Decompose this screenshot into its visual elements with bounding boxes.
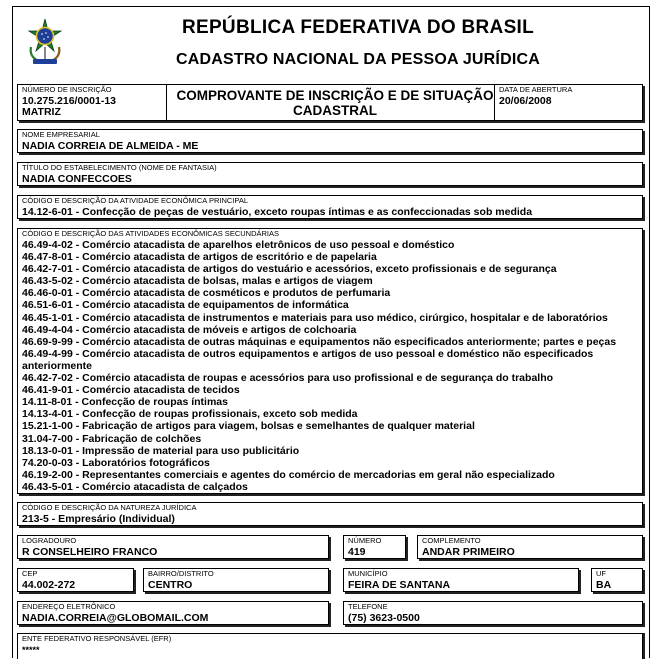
secondary-activity-line: 46.19-2-00 - Representantes comerciais e agentes do comércio de mercadorias em geral não especializado [22, 468, 555, 481]
district-box [143, 568, 329, 592]
trade-name-box [17, 162, 643, 186]
secondary-activity-line: anteriormente [22, 359, 93, 372]
phone-value: (75) 3623-0500 [348, 612, 420, 624]
email-label: ENDEREÇO ELETRÔNICO [22, 602, 116, 611]
secondary-activity-line: 46.47-8-01 - Comércio atacadista de artigos de escritório e de papelaria [22, 251, 377, 264]
city-value: FEIRA DE SANTANA [348, 579, 451, 591]
legal-nature-value: 213-5 - Empresário (Individual) [22, 513, 175, 525]
efr-value: ***** [22, 645, 40, 655]
secondary-activity-line: 46.46-0-01 - Comércio atacadista de cosméticos e produtos de perfumaria [22, 287, 391, 300]
district-value: CENTRO [148, 579, 193, 591]
main-activity-box [17, 195, 643, 219]
trade-name-label: TÍTULO DO ESTABELECIMENTO (NOME DE FANTASIA) [22, 163, 217, 172]
secondary-activity-line: 46.43-5-01 - Comércio atacadista de calçados [22, 480, 248, 493]
secondary-activity-line: 18.13-0-01 - Impressão de material para uso publicitário [22, 444, 300, 457]
main-activity-value: 14.12-6-01 - Confecção de peças de vestuário, exceto roupas íntimas e as confeccionadas sob medida [22, 206, 533, 218]
secondary-activity-line: 46.43-5-02 - Comércio atacadista de bolsas, malas e artigos de viagem [22, 275, 373, 288]
inscription-number-label: NÚMERO DE INSCRIÇÃO [22, 85, 112, 94]
proof-title-line2: CADASTRAL [293, 103, 377, 118]
secondary-activity-line: 31.04-7-00 - Fabricação de colchões [22, 432, 202, 445]
phone-box [343, 601, 643, 625]
number-value: 419 [348, 546, 366, 558]
zip-value: 44.002-272 [22, 579, 76, 591]
legal-nature-box [17, 502, 643, 526]
number-label: NÚMERO [348, 536, 382, 545]
secondary-activities-label: CÓDIGO E DESCRIÇÃO DAS ATIVIDADES ECONÔMICAS SECUNDÁRIAS [22, 229, 279, 238]
coat-of-arms-icon [25, 17, 65, 69]
divider [166, 85, 167, 120]
cnpj-document [12, 6, 650, 658]
city-box [343, 568, 579, 592]
secondary-activity-line: 46.41-9-01 - Comércio atacadista de tecidos [22, 384, 240, 397]
document-header [13, 7, 649, 75]
state-label: UF [596, 569, 606, 578]
secondary-activity-line: 15.21-1-00 - Fabricação de artigos para viagem, bolsas e semelhantes de qualquer material [22, 420, 475, 433]
secondary-activity-line: 46.69-9-99 - Comércio atacadista de outras máquinas e equipamentos não especificados anteriormente; partes e peças [22, 335, 617, 348]
email-value: NADIA.CORREIA@GLOBOMAIL.COM [22, 612, 209, 624]
trade-name-value: NADIA CONFECCOES [22, 173, 132, 185]
secondary-activity-line: 14.11-8-01 - Confecção de roupas íntimas [22, 396, 228, 409]
secondary-activity-line: 46.51-6-01 - Comércio atacadista de equipamentos de informática [22, 299, 349, 312]
efr-label: ENTE FEDERATIVO RESPONSÁVEL (EFR) [22, 634, 172, 643]
street-box [17, 535, 329, 559]
street-label: LOGRADOURO [22, 536, 77, 545]
state-value: BA [596, 579, 612, 591]
street-value: R CONSELHEIRO FRANCO [22, 546, 158, 558]
secondary-activity-line: 46.49-4-99 - Comércio atacadista de outros equipamentos e artigos de uso pessoal e doméstico não especificados [22, 347, 594, 360]
secondary-activity-line: 46.42-7-01 - Comércio atacadista de artigos do vestuário e acessórios, exceto profissionais e de segurança [22, 263, 557, 276]
inscription-number-cell [18, 85, 166, 120]
phone-label: TELEFONE [348, 602, 388, 611]
proof-title-line1: COMPROVANTE DE INSCRIÇÃO E DE SITUAÇÃO [176, 88, 494, 103]
secondary-activity-line: 14.13-4-01 - Confecção de roupas profissionais, exceto sob medida [22, 408, 358, 421]
complement-box [417, 535, 643, 559]
state-box [591, 568, 643, 592]
secondary-activities-list [22, 239, 638, 493]
district-label: BAIRRO/DISTRITO [148, 569, 214, 578]
business-name-value: NADIA CORREIA DE ALMEIDA - ME [22, 140, 199, 152]
secondary-activities-box [17, 228, 643, 494]
registry-title: CADASTRO NACIONAL DA PESSOA JURÍDICA [176, 51, 540, 68]
number-box [343, 535, 406, 559]
secondary-activity-line: 46.45-1-01 - Comércio atacadista de instrumentos e materiais para uso médico, cirúrgico, hospitalar e de laboratórios [22, 311, 608, 324]
zip-box [17, 568, 134, 592]
secondary-activity-line: 46.49-4-04 - Comércio atacadista de móveis e artigos de colchoaria [22, 323, 357, 336]
inscription-type-value: MATRIZ [22, 106, 61, 118]
legal-nature-label: CÓDIGO E DESCRIÇÃO DA NATUREZA JURÍDICA [22, 503, 197, 512]
main-activity-label: CÓDIGO E DESCRIÇÃO DA ATIVIDADE ECONÔMICA PRINCIPAL [22, 196, 249, 205]
zip-label: CEP [22, 569, 38, 578]
business-name-box [17, 129, 643, 153]
business-name-label: NOME EMPRESARIAL [22, 130, 100, 139]
efr-box [17, 633, 643, 659]
opening-date-cell [495, 85, 642, 120]
secondary-activity-line: 74.20-0-03 - Laboratórios fotográficos [22, 456, 210, 469]
inscription-row [17, 84, 643, 121]
complement-label: COMPLEMENTO [422, 536, 481, 545]
republic-title: REPÚBLICA FEDERATIVA DO BRASIL [181, 17, 535, 38]
secondary-activity-line: 46.42-7-02 - Comércio atacadista de roupas e acessórios para uso profissional e de segurança do trabalho [22, 372, 554, 385]
inscription-number-value: 10.275.216/0001-13 [22, 95, 117, 107]
proof-title [168, 88, 502, 118]
opening-date-label: DATA DE ABERTURA [499, 85, 573, 94]
email-box [17, 601, 329, 625]
secondary-activity-line: 46.49-4-02 - Comércio atacadista de aparelhos eletrônicos de uso pessoal e doméstico [22, 239, 455, 251]
city-label: MUNICÍPIO [348, 569, 388, 578]
complement-value: ANDAR PRIMEIRO [422, 546, 515, 558]
opening-date-value: 20/06/2008 [499, 95, 552, 107]
